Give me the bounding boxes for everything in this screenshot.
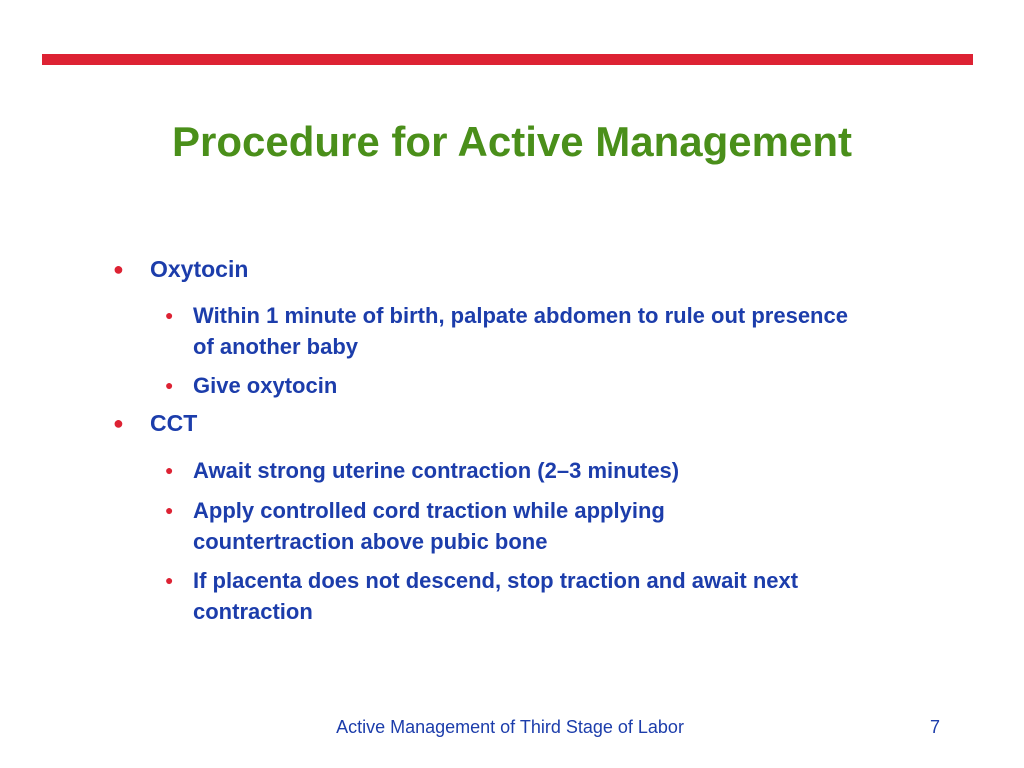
sub-bullet-text: Give oxytocin [193, 373, 338, 398]
sub-bullet-dot-icon: ● [165, 307, 174, 323]
sub-bullet-cord-traction [165, 495, 773, 557]
bullet-label: CCT [150, 410, 198, 436]
sub-bullet-text: If placenta does not descend, stop traction and await next contraction [193, 568, 799, 624]
sub-bullet-placenta [165, 565, 913, 627]
page-number: 7 [929, 717, 940, 737]
bullet-dot-icon: ● [113, 259, 124, 279]
sub-bullet-give-oxytocin [165, 370, 933, 401]
sub-bullet-dot-icon: ● [165, 572, 174, 588]
top-accent-rule [42, 54, 973, 65]
bullet-label: Oxytocin [150, 256, 249, 282]
bullet-oxytocin [113, 255, 933, 283]
bullet-list [113, 255, 933, 627]
sub-bullet-dot-icon: ● [165, 462, 174, 478]
bullet-cct [113, 409, 933, 437]
sub-bullet-text: Apply controlled cord traction while applying countertraction above pubic bone [193, 498, 665, 554]
sub-bullet-text: Await strong uterine contraction (2–3 minutes) [193, 458, 680, 483]
slide-title: Procedure for Active Management [172, 118, 852, 165]
sub-bullet-dot-icon: ● [165, 377, 174, 393]
footer-title: Active Management of Third Stage of Labor [336, 717, 684, 737]
sub-bullet-dot-icon: ● [165, 502, 174, 518]
sub-bullet-await-contraction [165, 455, 933, 486]
sub-bullet-text: Within 1 minute of birth, palpate abdomen to rule out presence of another baby [193, 303, 848, 359]
bullet-dot-icon: ● [113, 413, 124, 433]
sub-bullet-palpate [165, 300, 853, 362]
